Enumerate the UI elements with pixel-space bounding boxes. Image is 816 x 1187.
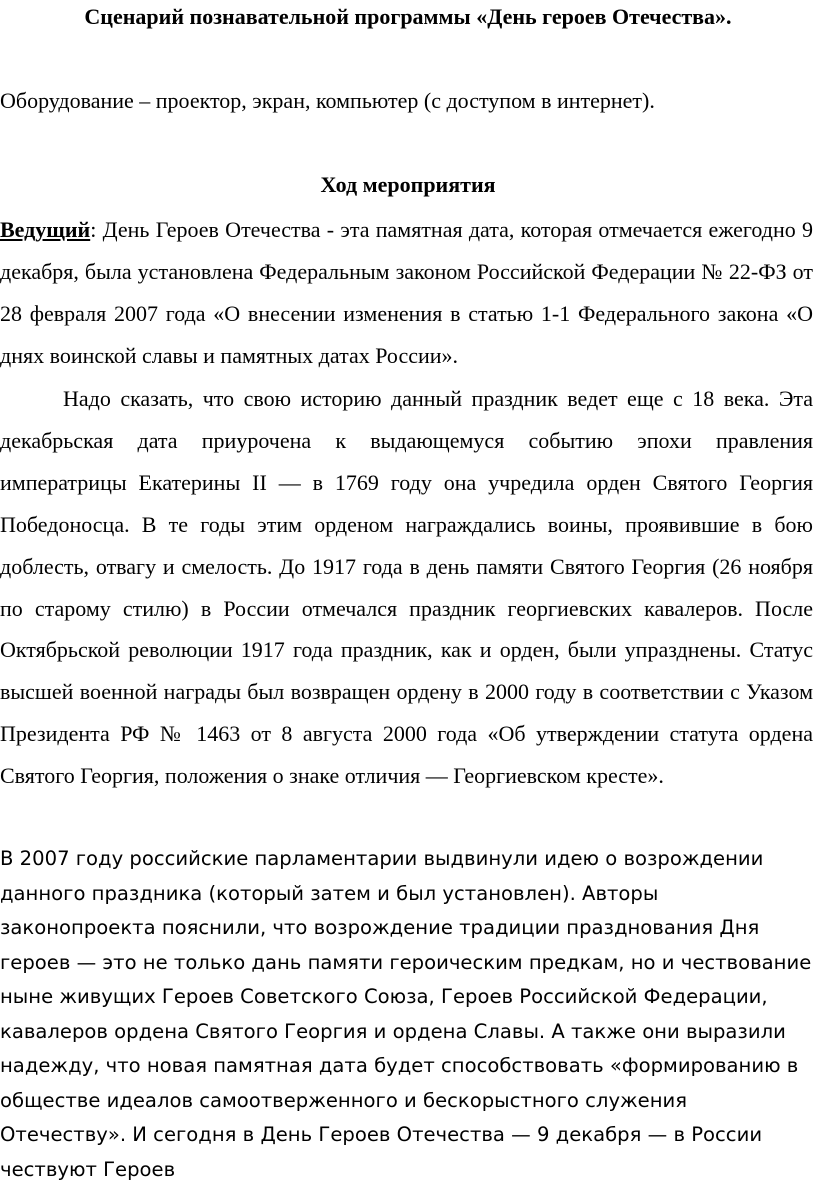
equipment-line: Оборудование – проектор, экран, компьютер (с доступом в интернет).: [0, 88, 655, 113]
intro-paragraph: [0, 209, 813, 377]
document-title: Сценарий познавательной программы «День героев Отечества».: [84, 4, 732, 29]
speaker-label: Ведущий: [0, 217, 91, 242]
intro-paragraph-text: : День Героев Отечества - эта памятная дата, которая отмечается ежегодно 9 декабря, была установлена Федеральным законом Российской Федерации № 22-ФЗ от 28 февраля 2007 года «О внесении изменения в статью 1-1 Федерального закона «О днях воинской славы и памятных датах России».: [0, 217, 813, 368]
revival-paragraph: В 2007 году российские парламентарии выдвинули идею о возрождении данного праздника (который затем и был установлен). Авторы законопроекта пояснили, что возрождение традиции празднования Дня героев — это не только дань памяти героическим предкам, но и чествование ныне живущих Героев Советского Союза, Героев Российской Федерации, кавалеров ордена Святого Георгия и ордена Славы. А также они выразили надежду, что новая памятная дата будет способствовать «формированию в обществе идеалов самоотверженного и бескорыстного служения Отечеству». И сегодня в День Героев Отечества — 9 декабря — в России чествуют Героев: [0, 847, 812, 1181]
section-heading: Ход мероприятия: [320, 172, 496, 197]
history-paragraph: Надо сказать, что свою историю данный праздник ведет еще с 18 века. Эта декабрьская дата приурочена к выдающемуся событию эпохи правления императрицы Екатерины II — в 1769 году она учредила орден Святого Георгия Победоносца. В те годы этим орденом награждались воины, проявившие в бою доблесть, отвагу и смелость. До 1917 года в день памяти Святого Георгия (26 ноября по старому стилю) в России отмечался праздник георгиевских кавалеров. После Октябрьской революции 1917 года праздник, как и орден, были упразднены. Статус высшей военной награды был возвращен ордену в 2000 году в соответствии с Указом Президента РФ № 1463 от 8 августа 2000 года «Об утверждении статута ордена Святого Георгия, положения о знаке отличия — Георгиевском кресте».: [0, 386, 813, 789]
